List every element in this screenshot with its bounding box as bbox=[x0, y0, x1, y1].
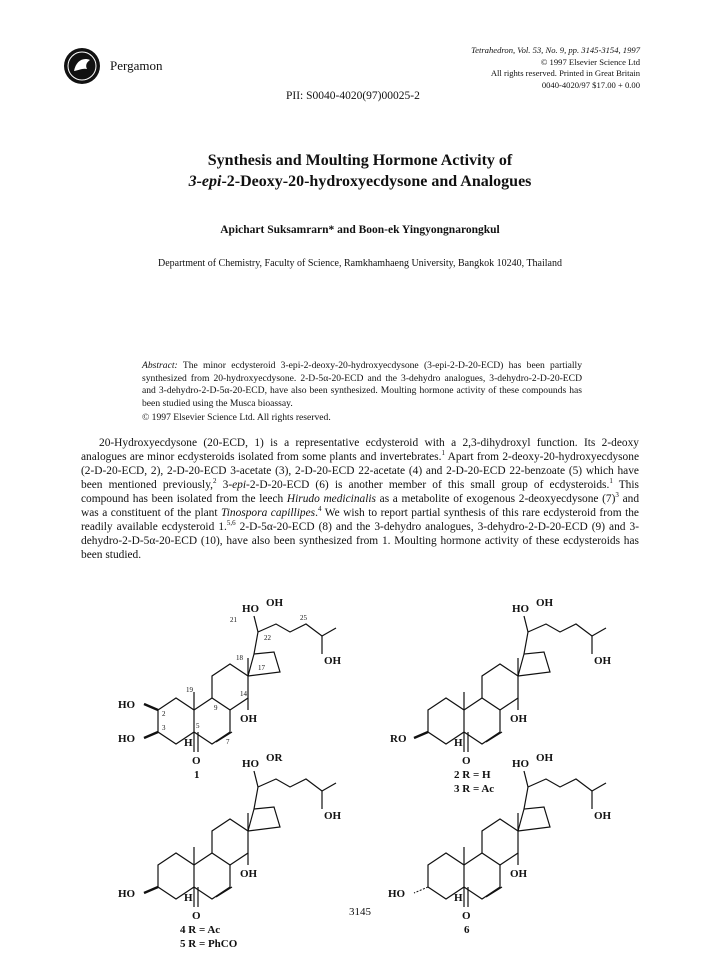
svg-text:17: 17 bbox=[258, 664, 265, 672]
svg-text:22: 22 bbox=[264, 634, 271, 642]
svg-text:HO: HO bbox=[512, 603, 530, 615]
title-line-1: Synthesis and Moulting Hormone Activity of bbox=[207, 152, 513, 169]
citation: 1 bbox=[441, 449, 445, 458]
svg-text:4 R = Ac: 4 R = Ac bbox=[180, 924, 221, 936]
svg-text:19: 19 bbox=[186, 686, 193, 694]
svg-text:OH: OH bbox=[324, 810, 342, 822]
svg-text:OH: OH bbox=[536, 597, 554, 609]
abstract bbox=[142, 360, 582, 425]
svg-text:OH: OH bbox=[240, 713, 258, 725]
svg-text:O: O bbox=[192, 910, 201, 922]
svg-text:OH: OH bbox=[324, 655, 342, 667]
svg-text:3: 3 bbox=[162, 724, 166, 732]
svg-text:1: 1 bbox=[194, 769, 200, 781]
svg-text:OH: OH bbox=[240, 868, 258, 880]
pii: PII: S0040-4020(97)00025-2 bbox=[286, 90, 420, 102]
svg-text:O: O bbox=[462, 910, 471, 922]
svg-text:9: 9 bbox=[214, 704, 218, 712]
svg-text:3 R = Ac: 3 R = Ac bbox=[454, 783, 495, 795]
svg-text:OH: OH bbox=[536, 752, 554, 764]
citation: 3 bbox=[615, 491, 619, 500]
svg-text:18: 18 bbox=[236, 654, 243, 662]
svg-text:OH: OH bbox=[594, 655, 612, 667]
svg-text:HO: HO bbox=[388, 888, 406, 900]
page-number: 3145 bbox=[349, 906, 371, 918]
publisher-name: Pergamon bbox=[110, 58, 163, 73]
citation: 1 bbox=[609, 477, 613, 486]
svg-text:OH: OH bbox=[510, 868, 528, 880]
svg-text:OH: OH bbox=[594, 810, 612, 822]
citation: 4 bbox=[317, 505, 322, 514]
svg-text:O: O bbox=[462, 755, 471, 767]
svg-text:H: H bbox=[184, 892, 193, 904]
svg-text:5: 5 bbox=[196, 722, 200, 730]
citation: 2 bbox=[213, 477, 217, 486]
journal-line: Tetrahedron, Vol. 53, No. 9, pp. 3145-3154, 1997 bbox=[471, 45, 640, 55]
svg-text:14: 14 bbox=[240, 690, 247, 698]
publisher-logo bbox=[63, 47, 101, 85]
svg-text:21: 21 bbox=[230, 616, 237, 624]
rights-line: All rights reserved. Printed in Great Britain bbox=[490, 68, 640, 79]
affiliation: Department of Chemistry, Faculty of Science, Ramkhamhaeng University, Bangkok 10240, Thailand bbox=[158, 258, 562, 269]
compound-4-5 bbox=[118, 752, 342, 950]
svg-text:HO: HO bbox=[118, 699, 136, 711]
compound-2-3 bbox=[390, 597, 612, 795]
svg-text:O: O bbox=[192, 755, 201, 767]
journal-info bbox=[380, 45, 640, 91]
abstract-copyright: © 1997 Elsevier Science Ltd. All rights reserved. bbox=[142, 412, 331, 424]
price-line: 0040-4020/97 $17.00 + 0.00 bbox=[541, 79, 640, 90]
abstract-label: Abstract: bbox=[142, 360, 178, 371]
svg-text:5 R = PhCO: 5 R = PhCO bbox=[180, 938, 238, 950]
svg-text:7: 7 bbox=[226, 738, 230, 746]
svg-text:25: 25 bbox=[300, 614, 307, 622]
svg-text:HO: HO bbox=[118, 888, 136, 900]
svg-text:RO: RO bbox=[390, 733, 407, 745]
svg-text:2 R = H: 2 R = H bbox=[454, 769, 491, 781]
paper-title bbox=[0, 150, 720, 192]
title-line-2: 3-epi-2-Deoxy-20-hydroxyecdysone and Analogues bbox=[188, 173, 532, 190]
svg-text:OH: OH bbox=[510, 713, 528, 725]
svg-text:HO: HO bbox=[512, 758, 530, 770]
svg-text:H: H bbox=[184, 737, 193, 749]
abstract-text: The minor ecdysteroid 3-epi-2-deoxy-20-hydroxyecdysone (3-epi-2-D-20-ECD) has been partially synthesized from 20-hydroxyecdysone. 2-D-5α-20-ECD and the 3-dehydro analogues, 3-dehydro-2-D-20-ECD and 3-dehydro-2-D-5α-20-ECD, have also been synthesized. Moulting hormone activity of these compounds has been studied using the Musca bioassay. bbox=[142, 360, 583, 409]
svg-text:HO: HO bbox=[242, 758, 260, 770]
svg-text:H: H bbox=[454, 737, 463, 749]
svg-text:OR: OR bbox=[266, 752, 283, 764]
copyright-line: © 1997 Elsevier Science Ltd bbox=[540, 56, 640, 67]
svg-text:H: H bbox=[454, 892, 463, 904]
authors: Apichart Suksamrarn* and Boon-ek Yingyongnarongkul bbox=[220, 224, 500, 236]
compound-1 bbox=[118, 597, 342, 781]
svg-text:HO: HO bbox=[118, 733, 136, 745]
intro-paragraph: 20-Hydroxyecdysone (20-ECD, 1) is a representative ecdysteroid with a 2,3-dihydroxyl function. Its 2-deoxy analogues are minor ecdysteroids isolated from some plants and invertebrates.$^1$ Apart from 2-deoxy-20-hydroxyecdysone (2-D-20-ECD, 2), 2-D-20-ECD 3-acetate (3), 2-D-20-ECD 22-acetate (4) and 2-D-20-ECD 22-benzoate (5) which have been mentioned previously,$^2$ 3-epi-2-D-20-ECD (6) is another member of this small group of ecdysteroids.$^1$ This compound has been isolated from the leech Hirudo medicinalis as a metabolite of exogenous 2-deoxyecdysone $(7)^3$ and was a constituent of the plant Tinospora capillipes.$^4$ We wish to report partial synthesis of this rare ecdysteroid from the readily available ecdysteroid 1.$^{5,6}$ 2-D-5α-20-ECD (8) and the 3-dehydro analogues, 3-dehydro-2-D-20-ECD (9) and 3-dehydro-2-D-5α-20-ECD (10), have also been synthesized from 1. Moulting hormone activity of these ecdysteroids has been studied. bbox=[81, 437, 640, 561]
citation: 5,6 bbox=[226, 519, 236, 528]
svg-text:2: 2 bbox=[162, 710, 166, 718]
abstract-body bbox=[142, 360, 582, 410]
svg-text:6: 6 bbox=[464, 924, 470, 936]
svg-text:OH: OH bbox=[266, 597, 284, 609]
svg-text:HO: HO bbox=[242, 603, 260, 615]
